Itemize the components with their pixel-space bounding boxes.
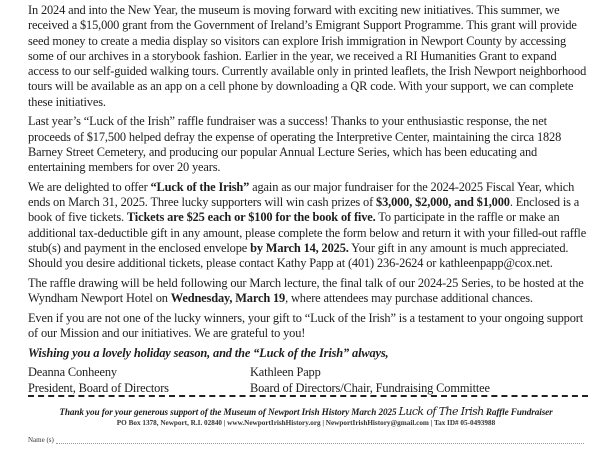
- text: Your gift in any amount is much appreciated. Should you desire additional tickets, please contact Kathy Papp at (401) 236-2624 or kathleenpapp@cox.net.: [28, 241, 569, 271]
- raffle-name: “Luck of the Irish”: [150, 179, 250, 194]
- raffle-fundraiser-text: Raffle Fundraiser: [485, 407, 553, 417]
- footer-thanks: [0, 405, 612, 418]
- text: , where attendees may purchase additional chances.: [285, 291, 533, 306]
- text: We are delighted to offer: [28, 179, 151, 194]
- thanks-text: Thank you for your generous support of the Museum of Newport Irish History March 2025: [59, 407, 397, 417]
- signer-title: President, Board of Directors: [28, 380, 169, 395]
- closing-line: Wishing you a lovely holiday season, and the “Luck of the Irish” always,: [28, 345, 389, 360]
- deadline: by March 14, 2025.: [250, 241, 349, 256]
- footer-address: PO Box 1378, Newport, R.I. 02840 | www.NewportIrishHistory.org | NewportIrishHistory@gmail.com | Tax ID# 05-0493988: [116, 419, 496, 427]
- signature-block: [250, 365, 490, 396]
- name-input-line[interactable]: [56, 436, 584, 444]
- name-label: Name (s): [28, 436, 54, 444]
- letter-body: [28, 3, 590, 396]
- ticket-prices: Tickets are $25 each or $100 for the book of five.: [126, 210, 376, 225]
- paragraph-last-year: Last year’s “Luck of the Irish” raffle fundraiser was a success! Thanks to your enthusiastic response, the net proceeds of $17,500 helped defray the expense of operating the Interpretive Center, maintaining the circa 1828 Barney Street Cemetery, and producing our popular Annual Lecture Series, which has been educating and entertaining members for over 20 years.: [28, 114, 562, 175]
- signatures: [28, 365, 590, 396]
- signer-name: Kathleen Papp: [250, 365, 321, 380]
- tear-off-dashed-line: [28, 395, 588, 397]
- signer-title: Board of Directors/Chair, Fundraising Committee: [250, 380, 490, 395]
- text: To participate in the raffle or make an additional tax-deductible gift in any amount, please complete the form below and return it with your filled-out raffle stub(s) and payment in the enclosed envelope: [28, 210, 587, 256]
- paragraph-gratitude: Even if you are not one of the lucky winners, your gift to “Luck of the Irish” is a testament to your ongoing support of our Mission and our initiatives. We are grateful to you!: [28, 310, 584, 341]
- signer-name: Deanna Conheeny: [28, 365, 117, 380]
- text: The raffle drawing will be held following our March lecture, the final talk of our 2024-25 Series, to be hosted at the Wyndham Newport Hotel on: [28, 275, 584, 306]
- paragraph-initiatives: In 2024 and into the New Year, the museum is moving forward with exciting new initiatives. This summer, we received a $15,000 grant from the Government of Ireland’s Emigrant Support Programme. This grant will provide seed money to create a media display so visitors can explore Irish immigration in Newport County by accessing some of our archives in a storybook fashion. Earlier in the year, we received a RI Humanities Grant to expand access to our self-guided walking tours. Currently available only in printed leaflets, the Irish Newport neighborhood tours will be available as an app on a cell phone by downloading a QR code. With your support, we can complete these initiatives.: [28, 3, 587, 109]
- name-field-row: [28, 436, 584, 444]
- signature-block: [28, 365, 250, 396]
- paragraph-drawing: [28, 276, 590, 307]
- text: again as our major fundraiser for the 2024-2025 Fiscal Year, which ends on March 31, 2025. Three lucky supporters will win cash prizes of: [28, 179, 575, 210]
- luck-of-the-irish-logo: Luck of The Irish: [398, 405, 484, 418]
- text: . Enclosed is a book of five tickets.: [28, 195, 580, 225]
- prize-amounts: $3,000, $2,000, and $1,000: [376, 195, 510, 210]
- drawing-date: Wednesday, March 19: [170, 291, 286, 306]
- paragraph-raffle-offer: [28, 180, 590, 272]
